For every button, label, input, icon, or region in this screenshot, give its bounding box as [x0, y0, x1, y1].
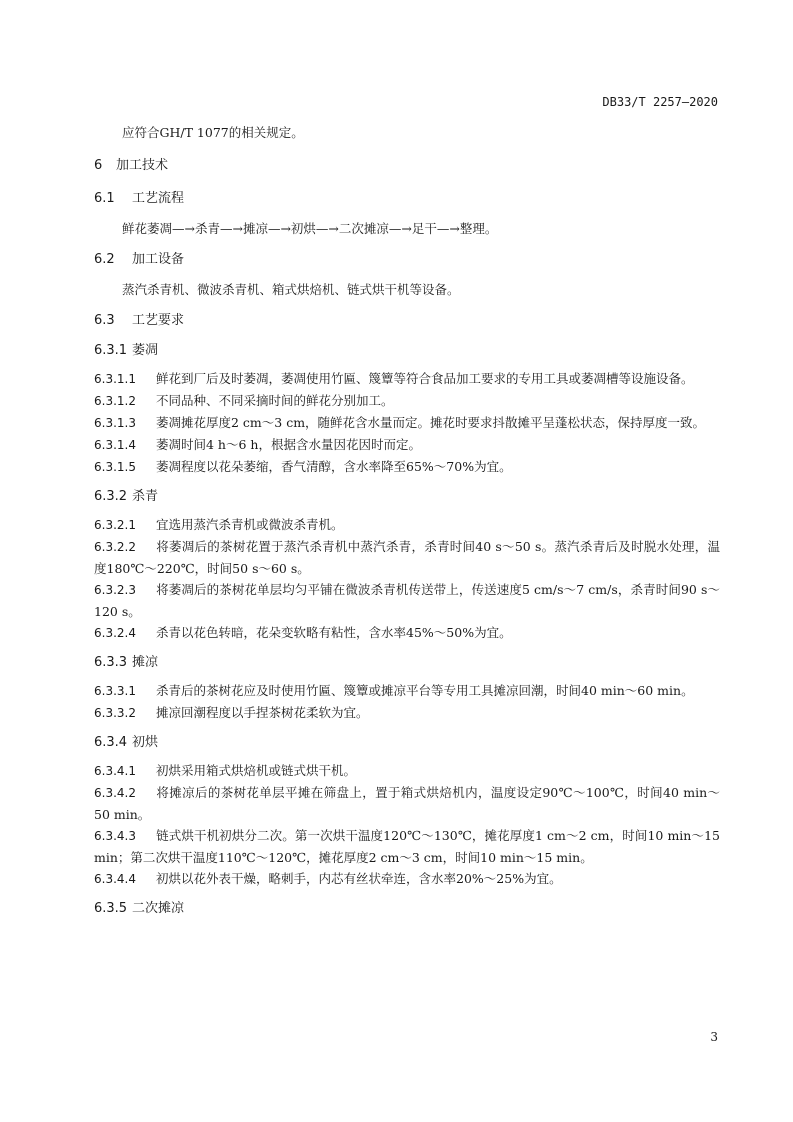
clause-6-3-3-1: [94, 680, 720, 702]
process-flow-paragraph: 鲜花萎凋—→杀青—→摊凉—→初烘—→二次摊凉—→足干—→整理。: [122, 221, 498, 236]
clause-number: 6.3.2.1: [94, 518, 136, 532]
section-6-3-4-heading: [94, 732, 720, 753]
clause-text: 不同品种、不同采摘时间的鲜花分别加工。: [156, 393, 394, 408]
section-title: 工艺流程: [132, 191, 185, 206]
equipment-paragraph: 蒸汽杀青机、微波杀青机、箱式烘焙机、链式烘干机等设备。: [122, 282, 460, 297]
section-6-3-2-heading: [94, 486, 720, 507]
clause-number: 6.3.3.2: [94, 706, 136, 720]
section-title: 加工技术: [116, 158, 169, 173]
section-6-2-heading: [94, 249, 720, 270]
clause-text: 初烘以花外表干燥，略刺手，内芯有丝状牵连，含水率20%～25%为宜。: [156, 871, 562, 886]
clause-text: 摊凉回潮程度以手捏茶树花柔软为宜。: [156, 705, 369, 720]
clause-text: 萎凋程度以花朵萎缩，香气清醇，含水率降至65%～70%为宜。: [156, 459, 512, 474]
section-6-3-3-heading: [94, 652, 720, 673]
clause-6-3-1-2: [94, 390, 720, 412]
section-6-1-heading: [94, 188, 720, 209]
clause-text: 杀青以花色转暗，花朵变软略有粘性，含水率45%～50%为宜。: [156, 625, 512, 640]
section-title: 初烘: [132, 735, 159, 750]
section-number: 6.3.2: [94, 489, 128, 504]
section-number: 6.3.1: [94, 343, 128, 358]
section-6-3-1-heading: [94, 340, 720, 361]
clause-6-3-2-4: [94, 622, 720, 644]
intro-paragraph: 应符合GH/T 1077的相关规定。: [122, 125, 304, 140]
clause-number: 6.3.1.4: [94, 438, 136, 452]
clause-text: 将萎凋后的茶树花置于蒸汽杀青机中蒸汽杀青，杀青时间40 s～50 s。蒸汽杀青后及时脱水处理，温度180℃～220℃，时间50 s～60 s。: [94, 539, 720, 576]
clause-text: 将摊凉后的茶树花单层平摊在筛盘上，置于箱式烘焙机内，温度设定90℃～100℃，时间40 min～50 min。: [94, 785, 720, 822]
clause-number: 6.3.4.1: [94, 764, 136, 778]
clause-number: 6.3.2.4: [94, 626, 136, 640]
section-number: 6.3.3: [94, 655, 128, 670]
section-6-3-heading: [94, 310, 720, 331]
clause-number: 6.3.3.1: [94, 684, 136, 698]
document-code-header: DB33/T 2257—2020: [602, 95, 718, 109]
clause-text: 初烘采用箱式烘焙机或链式烘干机。: [156, 763, 357, 778]
clause-6-3-4-2: [94, 782, 720, 825]
clause-number: 6.3.4.4: [94, 872, 136, 886]
document-body: [94, 122, 720, 926]
section-number: 6.3.5: [94, 901, 128, 916]
clause-text: 宜选用蒸汽杀青机或微波杀青机。: [156, 517, 344, 532]
section-number: 6.1: [94, 191, 115, 206]
clause-6-3-1-1: [94, 368, 720, 390]
clause-6-3-2-1: [94, 514, 720, 536]
section-number: 6: [94, 158, 103, 173]
section-title: 萎凋: [132, 343, 159, 358]
clause-number: 6.3.1.1: [94, 372, 136, 386]
clause-number: 6.3.2.3: [94, 583, 136, 597]
clause-6-3-4-3: [94, 825, 720, 868]
clause-6-3-3-2: [94, 702, 720, 724]
clause-text: 将萎凋后的茶树花单层均匀平铺在微波杀青机传送带上，传送速度5 cm/s～7 cm/s，杀青时间90 s～120 s。: [94, 582, 720, 619]
section-number: 6.3: [94, 313, 115, 328]
section-title: 加工设备: [132, 252, 185, 267]
clause-6-3-1-5: [94, 456, 720, 478]
clause-text: 萎凋摊花厚度2 cm～3 cm，随鲜花含水量而定。摊花时要求抖散摊平呈蓬松状态，保持厚度一致。: [156, 415, 706, 430]
clause-number: 6.3.2.2: [94, 540, 136, 554]
clause-number: 6.3.1.5: [94, 460, 136, 474]
clause-number: 6.3.1.2: [94, 394, 136, 408]
clause-6-3-4-4: [94, 868, 720, 890]
clause-text: 萎凋时间4 h～6 h，根据含水量因花因时而定。: [156, 437, 421, 452]
section-number: 6.3.4: [94, 735, 128, 750]
section-number: 6.2: [94, 252, 115, 267]
clause-number: 6.3.4.3: [94, 829, 136, 843]
clause-number: 6.3.4.2: [94, 786, 136, 800]
section-title: 二次摊凉: [132, 901, 185, 916]
clause-text: 杀青后的茶树花应及时使用竹匾、篾簟或摊凉平台等专用工具摊凉回潮，时间40 min～60 min。: [156, 683, 694, 698]
clause-text: 链式烘干机初烘分二次。第一次烘干温度120℃～130℃，摊花厚度1 cm～2 cm，时间10 min～15 min；第二次烘干温度110℃～120℃，摊花厚度2 cm～3 cm，时间10 min～15 min。: [94, 828, 720, 865]
section-title: 工艺要求: [132, 313, 185, 328]
clause-6-3-2-2: [94, 536, 720, 579]
section-title: 摊凉: [132, 655, 159, 670]
page-number: 3: [710, 1030, 718, 1044]
clause-6-3-2-3: [94, 579, 720, 622]
clause-6-3-1-4: [94, 434, 720, 456]
clause-6-3-4-1: [94, 760, 720, 782]
section-6-3-5-heading: [94, 898, 720, 919]
section-title: 杀青: [132, 489, 159, 504]
section-6-heading: [94, 155, 720, 176]
clause-number: 6.3.1.3: [94, 416, 136, 430]
clause-6-3-1-3: [94, 412, 720, 434]
clause-text: 鲜花到厂后及时萎凋，萎凋使用竹匾、篾簟等符合食品加工要求的专用工具或萎凋槽等设施设备。: [156, 371, 694, 386]
